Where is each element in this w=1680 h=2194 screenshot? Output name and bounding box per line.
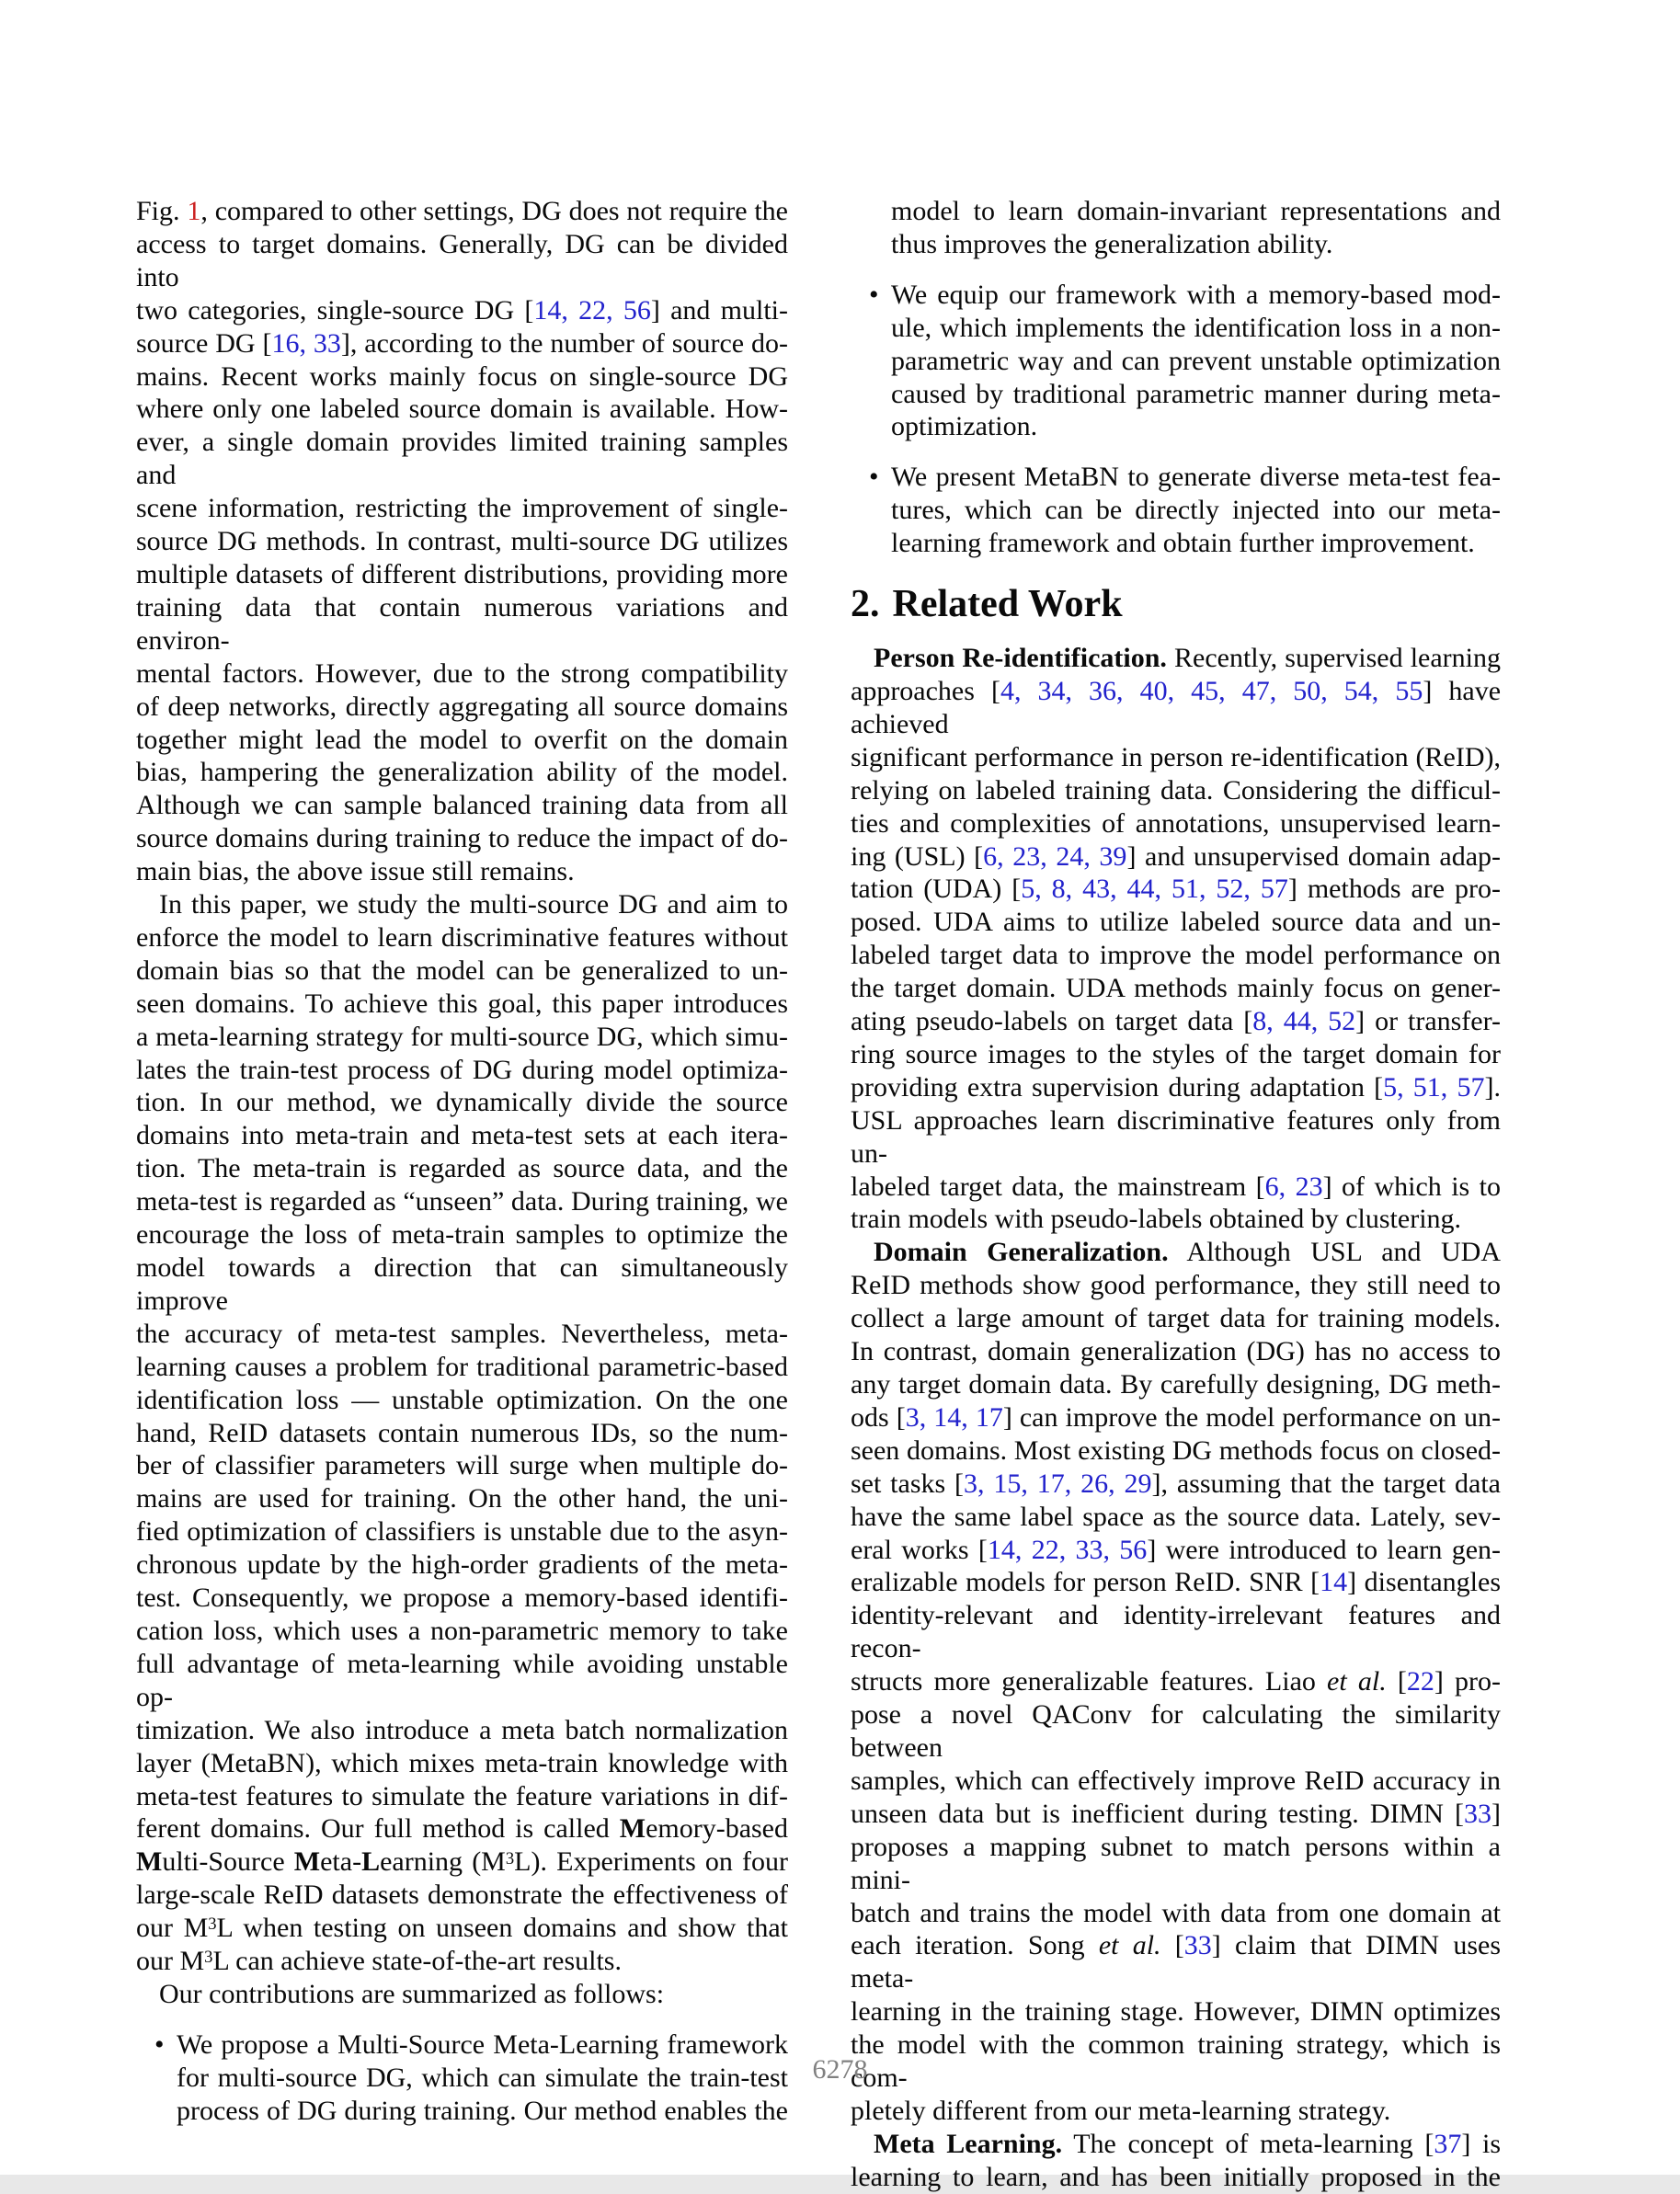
text-segment: seen domains. Most existing DG methods focus on closed-: [851, 1434, 1501, 1466]
bold-text: M: [293, 1846, 321, 1878]
text-segment: our M: [136, 1913, 209, 1944]
text-line: [136, 228, 788, 294]
bullet-marker: •: [869, 462, 879, 493]
text-segment: access to target domains. Generally, DG can be divided into: [136, 228, 788, 292]
text-segment: ] methods are pro-: [1287, 874, 1501, 905]
bullet-marker: •: [154, 2028, 165, 2060]
text-segment: ], according to the number of source do-: [340, 327, 788, 359]
text-segment: labeled target data, the mainstream [: [851, 1171, 1265, 1202]
text-line: [851, 1269, 1501, 1302]
text-segment: parametric way and can prevent unstable optimization: [891, 345, 1501, 376]
text-segment: ulti-Source: [162, 1846, 294, 1878]
text-segment: L can achieve state-of-the-art results.: [212, 1946, 622, 1977]
text-segment: of deep networks, directly aggregating all source domains: [136, 691, 788, 722]
bullet-item-continuation: [851, 195, 1501, 261]
text-segment: tion. The meta-train is regarded as source data, and the: [136, 1153, 788, 1184]
text-line: [891, 228, 1501, 261]
text-line: [136, 954, 788, 988]
text-line: [136, 657, 788, 691]
text-line: [851, 741, 1501, 774]
text-line: [851, 1765, 1501, 1798]
text-segment: ] or transfer-: [1355, 1006, 1501, 1037]
text-segment: source domains during training to reduce the impact of do-: [136, 823, 788, 854]
text-segment: unseen data but is inefficient during testing. DIMN [: [851, 1798, 1464, 1829]
bullet-marker: •: [869, 279, 879, 310]
text-segment: ] can improve the model performance on un-: [1002, 1401, 1501, 1433]
text-line: [136, 294, 788, 327]
bullet-item: [851, 279, 1501, 444]
text-segment: ] disentangles: [1347, 1567, 1501, 1598]
text-line: [136, 1251, 788, 1318]
text-line: [136, 1086, 788, 1119]
text-line: [136, 1615, 788, 1648]
text-segment: test. Consequently, we propose a memory-based identifi-: [136, 1583, 788, 1614]
text-line: [136, 1318, 788, 1351]
text-segment: eralizable models for person ReID. SNR [: [851, 1567, 1320, 1598]
text-segment: samples, which can effectively improve ReID accuracy in: [851, 1765, 1501, 1796]
section-heading: [851, 583, 1501, 626]
text-line: [851, 2095, 1501, 2128]
right-column: [851, 195, 1501, 2194]
text-segment: full advantage of meta-learning while avoiding unstable op-: [136, 1648, 788, 1712]
text-line: [136, 393, 788, 426]
text-segment: chronous update by the high-order gradients of the meta-: [136, 1549, 788, 1581]
text-segment: ] is: [1461, 2128, 1501, 2159]
text-line: [136, 1945, 788, 1978]
text-line: [891, 195, 1501, 228]
section-title: Related Work: [892, 583, 1123, 626]
text-line: [891, 279, 1501, 312]
text-segment: ] and unsupervised domain adap-: [1126, 840, 1502, 872]
text-segment: pose a novel QAConv for calculating the similarity between: [851, 1699, 1501, 1763]
text-line: [136, 1515, 788, 1548]
text-line: [851, 1995, 1501, 2028]
text-line: [851, 1236, 1501, 1269]
text-segment: ods [: [851, 1401, 906, 1433]
text-line: [136, 724, 788, 757]
text-line: [851, 675, 1501, 741]
text-segment: ule, which implements the identification loss in a non-: [891, 312, 1501, 343]
text-line: [136, 360, 788, 394]
text-line: [136, 1449, 788, 1482]
text-segment: relying on labeled training data. Considering the difficul-: [851, 774, 1501, 806]
text-line: [891, 378, 1501, 411]
text-line: [136, 327, 788, 360]
text-segment: [: [1386, 1666, 1407, 1697]
text-line: [851, 1335, 1501, 1368]
text-line: [851, 1599, 1501, 1665]
text-segment: have the same label space as the source data. Lately, sev-: [851, 1501, 1501, 1532]
text-line: [136, 789, 788, 822]
text-line: [136, 1812, 788, 1845]
text-segment: L). Experiments on four: [514, 1846, 788, 1878]
text-segment: learning in the training stage. However, DIMN optimizes: [851, 1996, 1501, 2028]
text-segment: ring source images to the styles of the target domain for: [851, 1038, 1501, 1069]
text-line: [851, 1005, 1501, 1038]
bullet-item: [851, 461, 1501, 560]
text-line: [136, 1548, 788, 1582]
paragraph: [136, 888, 788, 1978]
text-line: [136, 1185, 788, 1218]
text-segment: eta-: [320, 1846, 362, 1878]
text-segment: structs more generalizable features. Liao: [851, 1666, 1328, 1697]
text-line: [891, 345, 1501, 378]
text-segment: posed. UDA aims to utilize labeled source data and un-: [851, 907, 1501, 938]
text-line: [136, 591, 788, 657]
text-segment: eral works [: [851, 1534, 988, 1565]
text-line: [851, 1929, 1501, 1995]
citation-link[interactable]: 5, 8, 43, 44, 51, 52, 57: [1021, 874, 1288, 905]
superscript-text: 3: [204, 1948, 213, 1968]
text-line: [851, 642, 1501, 675]
text-line: [851, 1501, 1501, 1534]
text-line: [136, 1978, 788, 2011]
text-segment: The concept of meta-learning [: [1062, 2128, 1434, 2159]
citation-link[interactable]: 14, 22, 33, 56: [987, 1534, 1148, 1565]
text-line: [136, 1218, 788, 1251]
text-line: [136, 426, 788, 492]
text-segment: together might lead the model to overfit on the domain: [136, 724, 788, 755]
text-line: [136, 1648, 788, 1714]
citation-link[interactable]: 33: [1464, 1798, 1491, 1829]
text-segment: mains. Recent works mainly focus on single-source DG: [136, 360, 788, 392]
italic-text: et al.: [1098, 1930, 1161, 1961]
paragraph: [851, 2128, 1501, 2194]
text-segment: domain bias so that the model can be generalized to un-: [136, 954, 788, 986]
text-line: [136, 1119, 788, 1152]
text-line: [851, 1434, 1501, 1468]
text-segment: ever, a single domain provides limited training samples and: [136, 427, 788, 491]
citation-link[interactable]: 4, 34, 36, 40, 45, 47, 50, 54, 55: [1000, 675, 1423, 706]
figure-reference-link[interactable]: 1: [187, 196, 201, 226]
text-segment: timization. We also introduce a meta batch normalization: [136, 1714, 788, 1745]
text-line: [851, 1302, 1501, 1335]
text-segment: pletely different from our meta-learning strategy.: [851, 2095, 1391, 2126]
text-line: [851, 1171, 1501, 1204]
text-segment: tation (UDA) [: [851, 874, 1022, 905]
text-line: [851, 939, 1501, 972]
text-segment: collect a large amount of target data for training models.: [851, 1303, 1501, 1334]
text-segment: seen domains. To achieve this goal, this paper introduces: [136, 988, 788, 1019]
text-segment: the model with the common training strategy, which is com-: [851, 2029, 1501, 2094]
text-segment: L when testing on unseen domains and show that: [216, 1913, 788, 1944]
text-segment: ReID methods show good performance, they still need to: [851, 1270, 1501, 1301]
section-number: 2.: [851, 583, 880, 626]
text-segment: Although USL and UDA: [1168, 1237, 1501, 1268]
text-segment: lates the train-test process of DG during model optimiza-: [136, 1054, 788, 1085]
text-segment: proposes a mapping subnet to match persons within a mini-: [851, 1831, 1501, 1895]
text-line: [136, 1879, 788, 1912]
text-line: [136, 195, 788, 228]
text-segment: thus improves the generalization ability.: [891, 228, 1333, 259]
text-segment: training data that contain numerous variations and environ-: [136, 591, 788, 656]
text-line: [851, 1038, 1501, 1071]
text-segment: learning causes a problem for traditional parametric-based: [136, 1351, 788, 1382]
text-segment: source DG [: [136, 327, 272, 359]
text-line: [136, 1845, 788, 1879]
text-segment: learning to learn, and has been initially proposed in the: [851, 2161, 1501, 2192]
text-segment: caused by traditional parametric manner during meta-: [891, 378, 1501, 409]
text-segment: In contrast, domain generalization (DG) has no access to: [851, 1336, 1501, 1367]
bold-text: Person Re-identification.: [874, 643, 1167, 674]
text-line: [136, 888, 788, 921]
text-segment: ].: [1484, 1071, 1501, 1103]
text-segment: mains are used for training. On the other hand, the uni-: [136, 1483, 788, 1514]
text-line: [136, 1912, 788, 1945]
text-line: [851, 1698, 1501, 1765]
text-segment: labeled target data to improve the model performance on: [851, 940, 1501, 971]
text-segment: ] pro-: [1434, 1666, 1501, 1697]
text-segment: multiple datasets of different distributions, providing more: [136, 558, 788, 589]
text-segment: significant performance in person re-identification (ReID),: [851, 741, 1501, 772]
text-segment: train models with pseudo-labels obtained by clustering.: [851, 1204, 1462, 1235]
text-line: [136, 921, 788, 954]
text-segment: tures, which can be directly injected into our meta-: [891, 495, 1501, 526]
text-segment: two categories, single-source DG [: [136, 294, 534, 326]
text-segment: meta-test is regarded as “unseen” data. During training, we: [136, 1186, 788, 1217]
paragraph: [136, 195, 788, 888]
text-line: [136, 756, 788, 789]
bold-text: M: [619, 1813, 646, 1845]
text-line: [136, 1351, 788, 1384]
text-segment: ties and complexities of annotations, unsupervised learn-: [851, 807, 1501, 839]
text-line: [851, 1368, 1501, 1401]
left-column: [136, 195, 788, 2128]
text-line: [891, 527, 1501, 560]
text-segment: scene information, restricting the improvement of single-: [136, 493, 788, 524]
text-line: [851, 906, 1501, 939]
text-segment: identity-relevant and identity-irrelevant features and recon-: [851, 1600, 1501, 1664]
text-line: [136, 1582, 788, 1615]
text-line: [851, 1566, 1501, 1599]
text-line: [851, 1104, 1501, 1171]
text-line: [851, 840, 1501, 874]
text-line: [136, 1021, 788, 1054]
text-segment: the accuracy of meta-test samples. Nevertheless, meta-: [136, 1318, 788, 1349]
text-segment: cation loss, which uses a non-parametric memory to take: [136, 1615, 788, 1646]
text-line: [177, 2095, 788, 2128]
citation-link[interactable]: 16, 33: [271, 327, 341, 359]
text-segment: a meta-learning strategy for multi-source DG, which simu-: [136, 1021, 788, 1052]
text-segment: model towards a direction that can simultaneously improve: [136, 1252, 788, 1316]
text-segment: approaches [: [851, 675, 1000, 706]
text-line: [851, 1665, 1501, 1698]
text-segment: Although we can sample balanced training data from all: [136, 790, 788, 821]
citation-link[interactable]: 14: [1320, 1567, 1348, 1598]
text-line: [136, 1747, 788, 1780]
text-segment: ferent domains. Our full method is called: [136, 1813, 620, 1845]
text-segment: ing (USL) [: [851, 840, 984, 872]
citation-link[interactable]: 6, 23: [1264, 1171, 1323, 1202]
text-segment: [: [1160, 1930, 1184, 1961]
text-line: [136, 822, 788, 855]
text-segment: ] were introduced to learn gen-: [1147, 1534, 1501, 1565]
text-segment: USL approaches learn discriminative features only from un-: [851, 1104, 1501, 1169]
page-number: 6278: [812, 2054, 868, 2085]
text-line: [851, 1203, 1501, 1236]
text-line: [851, 1534, 1501, 1567]
text-line: [136, 492, 788, 525]
text-segment: hand, ReID datasets contain numerous IDs, so the num-: [136, 1417, 788, 1448]
text-segment: optimization.: [891, 411, 1038, 442]
citation-link[interactable]: 33: [1183, 1930, 1212, 1961]
text-line: [891, 494, 1501, 527]
text-segment: the target domain. UDA methods mainly focus on gener-: [851, 973, 1501, 1004]
citation-link[interactable]: 37: [1434, 2128, 1462, 2159]
text-line: [136, 1780, 788, 1813]
text-segment: Fig.: [136, 196, 188, 226]
text-segment: We equip our framework with a memory-based mod-: [891, 279, 1501, 310]
text-line: [136, 1482, 788, 1515]
text-segment: model to learn domain-invariant representations and: [891, 196, 1501, 226]
text-segment: domains into meta-train and meta-test sets at each itera-: [136, 1120, 788, 1151]
text-line: [851, 1468, 1501, 1501]
bold-text: Domain Generalization.: [874, 1237, 1169, 1268]
text-line: [136, 1054, 788, 1087]
text-line: [891, 410, 1501, 443]
text-line: [851, 1071, 1501, 1104]
text-segment: ] of which is to: [1322, 1171, 1502, 1202]
italic-text: et al.: [1327, 1666, 1387, 1697]
citation-link[interactable]: 6, 23, 24, 39: [983, 840, 1127, 872]
text-segment: process of DG during training. Our method enables the: [177, 2095, 788, 2126]
paragraph: [136, 1978, 788, 2011]
text-segment: each iteration. Song: [851, 1930, 1099, 1961]
text-segment: any target domain data. By carefully designing, DG meth-: [851, 1369, 1501, 1400]
text-segment: In this paper, we study the multi-source DG and aim to: [159, 889, 788, 920]
text-segment: Our contributions are summarized as follows:: [159, 1978, 665, 2009]
text-line: [136, 1152, 788, 1185]
text-segment: learning framework and obtain further improvement.: [891, 528, 1475, 559]
text-segment: , compared to other settings, DG does not require the: [200, 196, 788, 226]
paragraph: [851, 1236, 1501, 2127]
text-line: [851, 1401, 1501, 1434]
text-segment: ], assuming that the target data: [1151, 1468, 1501, 1499]
text-segment: ] have achieved: [851, 675, 1502, 739]
text-line: [851, 1831, 1501, 1897]
text-line: [851, 2128, 1501, 2161]
text-segment: batch and trains the model with data from one domain at: [851, 1897, 1501, 1928]
text-line: [136, 1417, 788, 1450]
text-line: [851, 774, 1501, 807]
text-line: [136, 1714, 788, 1747]
text-line: [891, 461, 1501, 494]
text-line: [136, 1384, 788, 1417]
text-segment: encourage the loss of meta-train samples to optimize the: [136, 1219, 788, 1251]
text-segment: ating pseudo-labels on target data [: [851, 1006, 1253, 1037]
text-segment: ber of classifier parameters will surge when multiple do-: [136, 1450, 788, 1481]
text-segment: source DG methods. In contrast, multi-source DG utilizes: [136, 526, 788, 557]
superscript-text: 3: [505, 1848, 515, 1868]
text-line: [136, 558, 788, 591]
text-segment: where only one labeled source domain is available. How-: [136, 394, 788, 425]
text-segment: set tasks [: [851, 1468, 965, 1499]
text-line: [851, 2161, 1501, 2194]
bold-text: M: [136, 1846, 163, 1878]
text-segment: bias, hampering the generalization ability of the model.: [136, 757, 788, 788]
text-line: [891, 312, 1501, 345]
text-segment: main bias, the above issue still remains.: [136, 856, 575, 887]
text-segment: emory-based: [646, 1813, 788, 1845]
text-segment: ] claim that DIMN uses meta-: [851, 1930, 1501, 1994]
text-line: [851, 972, 1501, 1005]
text-line: [136, 525, 788, 558]
citation-link[interactable]: 22: [1406, 1666, 1434, 1697]
text-segment: Recently, supervised learning: [1166, 643, 1501, 674]
text-segment: ] and multi-: [650, 294, 788, 326]
text-line: [136, 691, 788, 724]
citation-link[interactable]: 5, 51, 57: [1383, 1071, 1485, 1103]
text-segment: providing extra supervision during adaptation [: [851, 1071, 1384, 1103]
text-line: [851, 1798, 1501, 1831]
text-segment: large-scale ReID datasets demonstrate the effectiveness of: [136, 1880, 788, 1911]
text-segment: earning (M: [380, 1846, 506, 1878]
text-segment: enforce the model to learn discriminative features without: [136, 921, 788, 953]
citation-link[interactable]: 14, 22, 56: [533, 294, 651, 326]
text-line: [136, 855, 788, 888]
text-segment: mental factors. However, due to the strong compatibility: [136, 657, 788, 689]
text-segment: identification loss — unstable optimization. On the one: [136, 1384, 788, 1415]
text-segment: We propose a Multi-Source Meta-Learning framework: [177, 2028, 788, 2060]
text-line: [136, 988, 788, 1021]
bold-text: L: [361, 1846, 381, 1878]
text-segment: tion. In our method, we dynamically divide the source: [136, 1087, 788, 1118]
text-line: [851, 807, 1501, 840]
text-segment: meta-test features to simulate the feature variations in dif-: [136, 1780, 788, 1811]
bold-text: Meta Learning.: [874, 2128, 1063, 2159]
text-segment: We present MetaBN to generate diverse meta-test fea-: [891, 462, 1501, 493]
superscript-text: 3: [208, 1914, 217, 1935]
text-segment: ]: [1491, 1798, 1501, 1829]
citation-link[interactable]: 3, 14, 17: [905, 1401, 1003, 1433]
citation-link[interactable]: 8, 44, 52: [1252, 1006, 1356, 1037]
text-segment: our M: [136, 1946, 205, 1977]
citation-link[interactable]: 3, 15, 17, 26, 29: [964, 1468, 1152, 1499]
text-segment: for multi-source DG, which can simulate the train-test: [177, 2062, 788, 2093]
text-line: [851, 873, 1501, 906]
text-segment: layer (MetaBN), which mixes meta-train knowledge with: [136, 1747, 788, 1778]
text-line: [851, 1897, 1501, 1930]
paragraph: [851, 642, 1501, 1236]
text-segment: fied optimization of classifiers is unstable due to the asyn-: [136, 1516, 788, 1548]
